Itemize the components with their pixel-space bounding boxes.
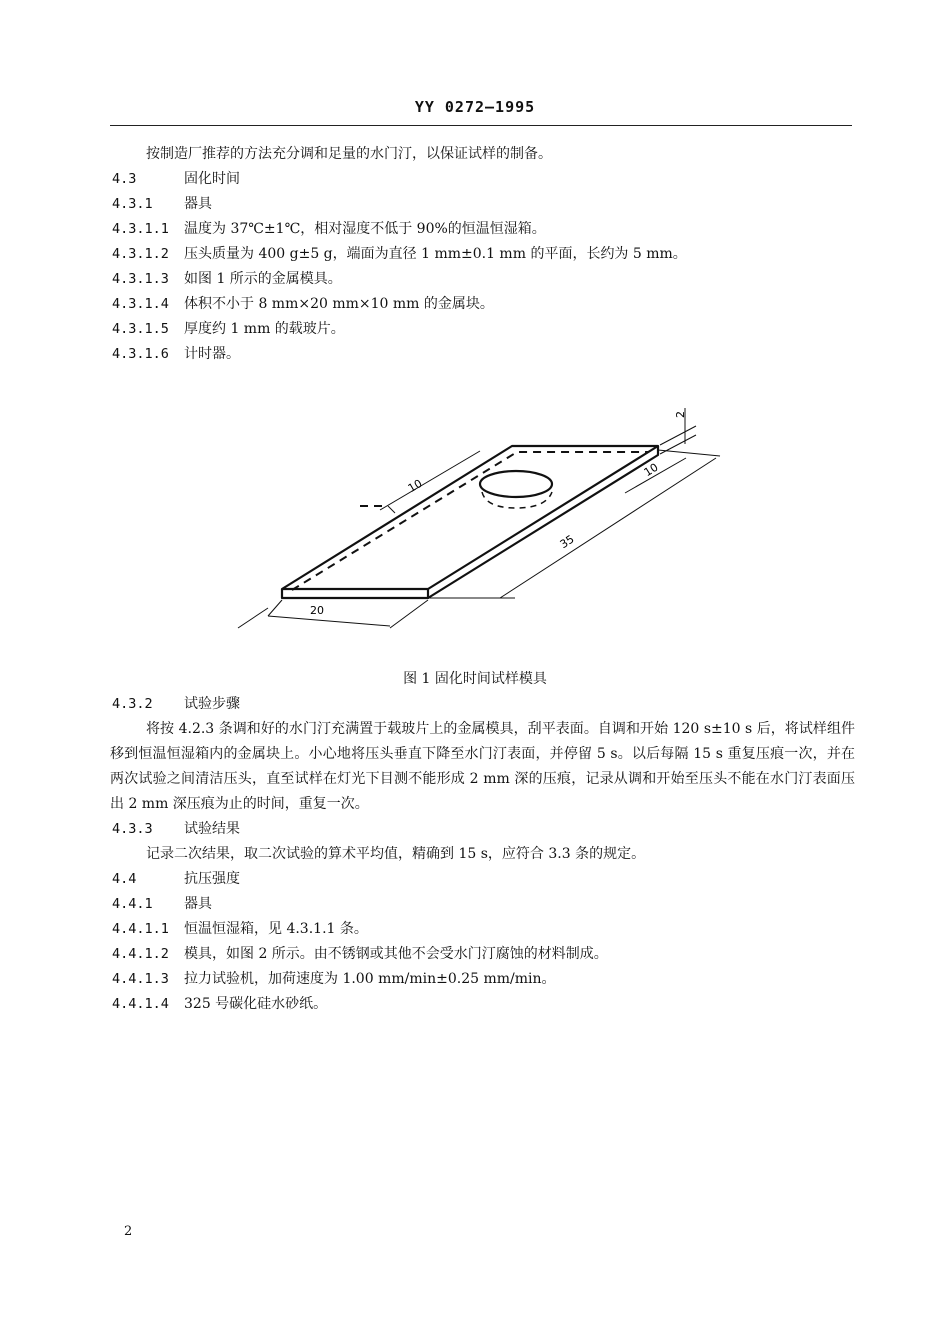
section-4-4-1-2: [112, 945, 608, 963]
section-4-4-1-3: [112, 970, 556, 988]
intro-paragraph: 按制造厂推荐的方法充分调和足量的水门汀，以保证试样的制备。: [146, 146, 552, 162]
section-number: 4.3.3: [112, 821, 153, 837]
section-title: 抗压强度: [184, 871, 240, 887]
section-title: 固化时间: [184, 171, 240, 187]
section-title: 试验步骤: [184, 696, 240, 712]
section-number: 4.4.1: [112, 896, 153, 912]
section-title: 器具: [184, 896, 212, 912]
section-4-3-1-1: [112, 220, 546, 238]
section-number: 4.3.1.5: [112, 321, 169, 337]
section-number: 4.3.1.6: [112, 346, 169, 362]
section-4-3-1-2: [112, 245, 687, 263]
section-text: 拉力试验机，加荷速度为 1.00 mm/min±0.25 mm/min。: [184, 971, 556, 987]
section-text: 体积不小于 8 mm×20 mm×10 mm 的金属块。: [184, 296, 494, 312]
section-text: 模具，如图 2 所示。由不锈钢或其他不会受水门汀腐蚀的材料制成。: [184, 946, 608, 962]
section-text: 如图 1 所示的金属模具。: [184, 271, 342, 287]
section-text: 计时器。: [184, 346, 240, 362]
section-4-3-3: [112, 820, 240, 838]
section-4-3-1-4: [112, 295, 494, 313]
header-rule: [110, 125, 852, 126]
dim-thickness-label: 2: [674, 411, 687, 418]
mold-front-edge: [282, 589, 428, 598]
section-text: 恒温恒湿箱，见 4.3.1.1 条。: [184, 921, 368, 937]
section-number: 4.4.1.1: [112, 921, 169, 937]
section-number: 4.3.1.1: [112, 221, 169, 237]
section-number: 4.4: [112, 871, 137, 887]
standard-header: YY 0272—1995: [414, 98, 536, 116]
section-4-3: [112, 170, 240, 188]
section-text: 压头质量为 400 g±5 g，端面为直径 1 mm±0.1 mm 的平面，长约为 5 mm。: [184, 246, 687, 262]
section-4-4: [112, 870, 240, 888]
section-text: 温度为 37℃±1℃，相对湿度不低于 90%的恒温恒湿箱。: [184, 221, 546, 237]
figure-caption: 图 1 固化时间试样模具: [403, 671, 547, 687]
section-number: 4.4.1.2: [112, 946, 169, 962]
section-number: 4.4.1.3: [112, 971, 169, 987]
section-title: 试验结果: [184, 821, 240, 837]
section-4-4-1-1: [112, 920, 368, 938]
section-text: 325 号碳化硅水砂纸。: [184, 996, 328, 1012]
section-number: 4.3.1.4: [112, 296, 169, 312]
section-4-3-1-6: [112, 345, 240, 363]
section-4-3-2: [112, 695, 240, 713]
section-text: 厚度约 1 mm 的载玻片。: [184, 321, 345, 337]
mold-figure: [230, 388, 730, 638]
dim-hole-right-label: 10: [641, 460, 661, 480]
test-result-paragraph: 记录二次结果，取二次试验的算术平均值，精确到 15 s，应符合 3.3 条的规定。: [146, 846, 646, 862]
section-4-3-1-5: [112, 320, 345, 338]
dim-width-label: 20: [310, 604, 324, 617]
dim-hole-left-label: 10: [405, 476, 425, 496]
section-number: 4.3.2: [112, 696, 153, 712]
section-4-4-1: [112, 895, 212, 913]
mold-side-edge: [428, 446, 658, 598]
section-number: 4.3.1.2: [112, 246, 169, 262]
test-procedure-paragraph: 将按 4.2.3 条调和好的水门汀充满置于载玻片上的金属模具，刮平表面。自调和开始 120 s±10 s 后，将试样组件移到恒温恒湿箱内的金属块上。小心地将压头垂直下降至水门汀表面，并停留 5 s。以后每隔 15 s 重复压痕一次，并在两次试验之间清洁压头，直至试样在灯光下目测不能形成 2 mm 深的压痕，记录从调和开始至压头不能在水门汀表面压出 2 mm 深压痕为止的时间，重复一次。: [110, 721, 855, 812]
section-title: 器具: [184, 196, 212, 212]
section-number: 4.3.1.3: [112, 271, 169, 287]
section-number: 4.3: [112, 171, 137, 187]
dim-length-label: 35: [557, 532, 577, 552]
page-number: 2: [124, 1224, 133, 1239]
section-number: 4.3.1: [112, 196, 153, 212]
section-4-3-1: [112, 195, 212, 213]
section-4-3-1-3: [112, 270, 342, 288]
mold-top-face: [282, 446, 658, 589]
section-4-4-1-4: [112, 995, 327, 1013]
mold-hole: [480, 471, 552, 497]
section-number: 4.4.1.4: [112, 996, 169, 1012]
